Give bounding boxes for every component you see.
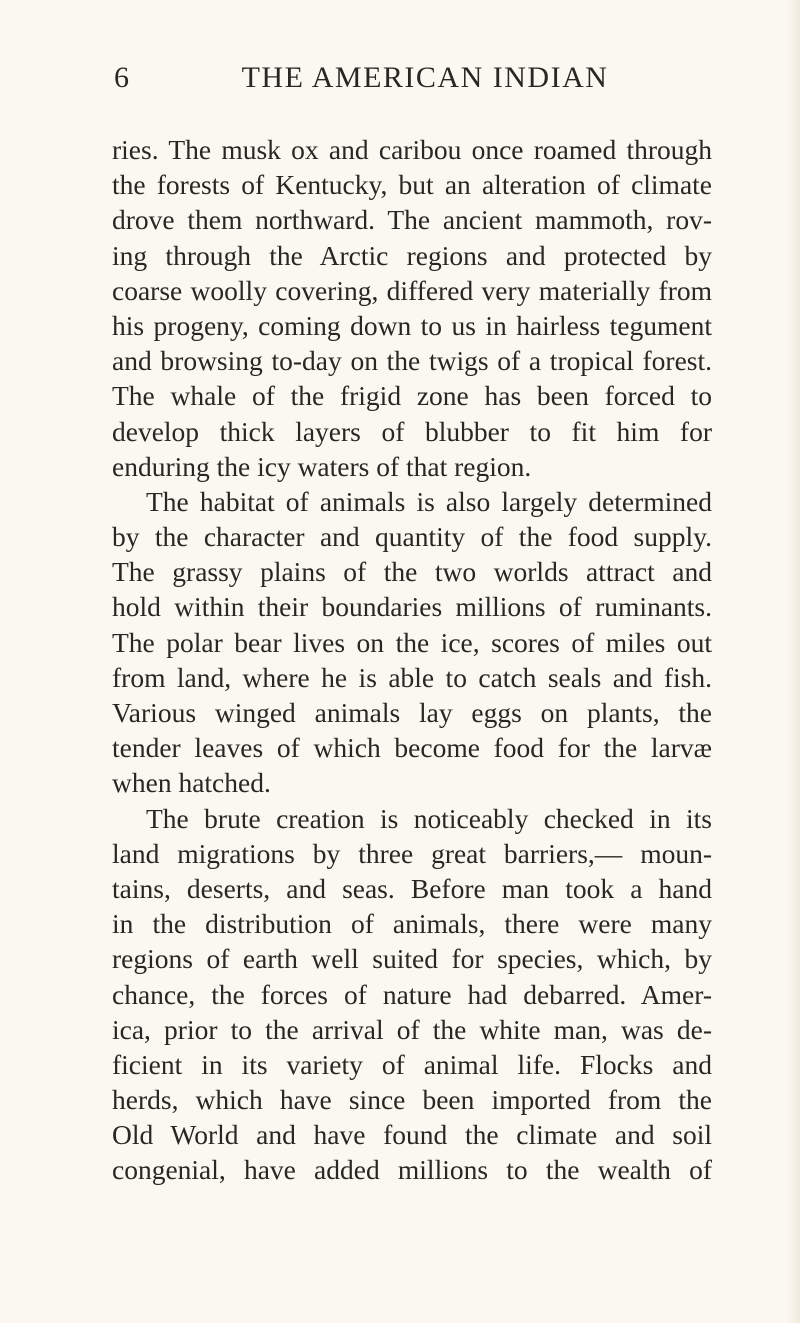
page-number: 6 xyxy=(114,61,130,94)
text-line: his progeny, coming down to us in hairless tegument xyxy=(112,309,712,341)
text-line: The grassy plains of the two worlds attract and xyxy=(112,556,712,588)
text-line: The whale of the frigid zone has been forced to xyxy=(112,380,712,412)
text-line: enduring the icy waters of that region. xyxy=(112,450,532,482)
text-line: The brute creation is noticeably checked in its xyxy=(146,802,712,834)
text-line: The habitat of animals is also largely determined xyxy=(146,485,712,517)
text-line: regions of earth well suited for species, which, by xyxy=(112,943,712,975)
text-line: Old World and have found the climate and soil xyxy=(112,1119,712,1151)
running-head: THE AMERICAN INDIAN xyxy=(241,61,609,94)
text-line: in the distribution of animals, there were many xyxy=(112,908,712,940)
text-line: develop thick layers of blubber to fit him for xyxy=(112,415,712,447)
body-text xyxy=(112,132,712,1188)
text-line: hold within their boundaries millions of ruminants. xyxy=(112,591,712,623)
text-line: and browsing to-day on the twigs of a tropical forest. xyxy=(112,345,712,377)
text-line: drove them northward. The ancient mammoth, rov- xyxy=(112,204,712,236)
text-line: when hatched. xyxy=(112,767,271,799)
page-header xyxy=(114,56,714,100)
text-line: from land, where he is able to catch seals and fish. xyxy=(112,661,712,693)
text-line: tains, deserts, and seas. Before man took a hand xyxy=(112,872,712,904)
text-line: ica, prior to the arrival of the white man, was de- xyxy=(112,1013,712,1045)
text-line: ficient in its variety of animal life. Flocks and xyxy=(112,1048,712,1080)
page-edge-shadow xyxy=(786,0,800,1323)
text-line: land migrations by three great barriers,— moun- xyxy=(112,837,712,869)
text-line: ries. The musk ox and caribou once roamed through xyxy=(112,134,712,165)
text-line: the forests of Kentucky, but an alteration of climate xyxy=(112,169,712,201)
text-line: ing through the Arctic regions and protected by xyxy=(112,239,712,271)
text-line: by the character and quantity of the food supply. xyxy=(112,521,712,553)
text-line: congenial, have added millions to the wealth of xyxy=(112,1154,712,1186)
text-line: tender leaves of which become food for the larvæ xyxy=(112,732,712,764)
text-line: The polar bear lives on the ice, scores of miles out xyxy=(112,626,712,658)
text-line: coarse woolly covering, differed very materially from xyxy=(112,274,712,306)
text-line: Various winged animals lay eggs on plants, the xyxy=(112,697,712,728)
text-line: herds, which have since been imported from the xyxy=(112,1084,712,1116)
text-line: chance, the forces of nature had debarred. Amer- xyxy=(112,978,712,1010)
